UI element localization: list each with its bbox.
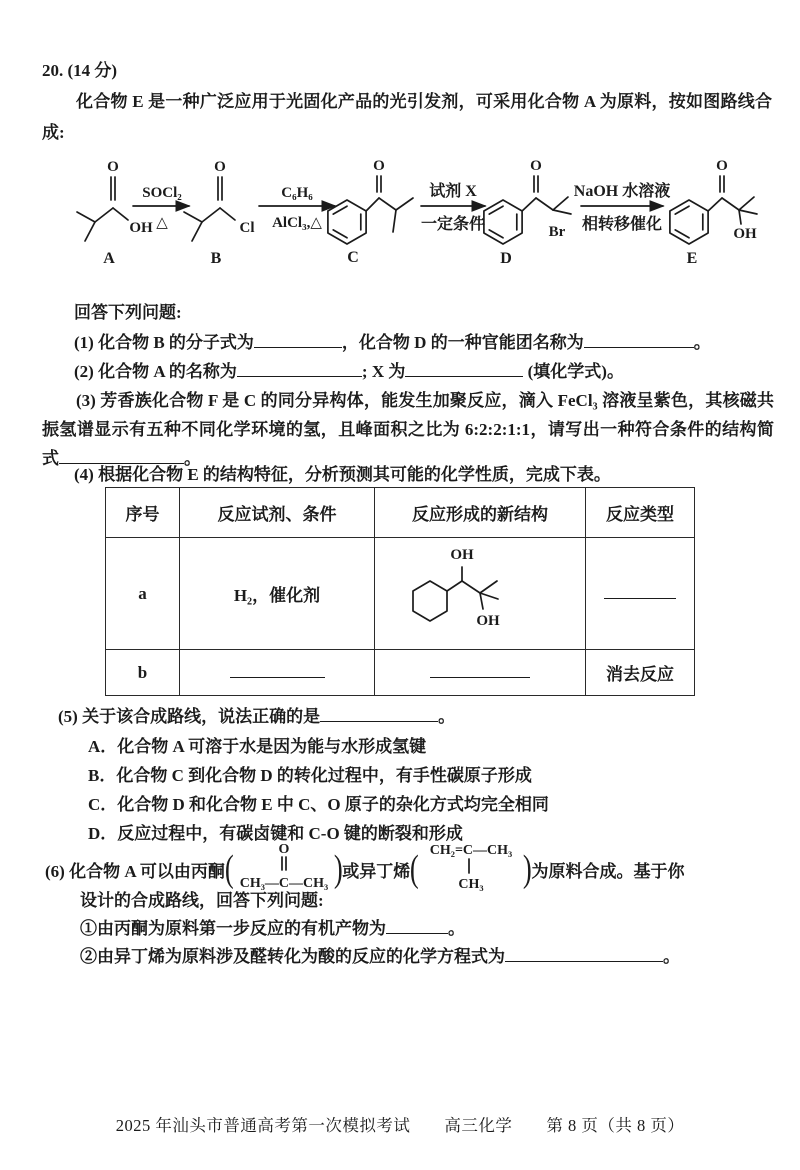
- intro-paragraph: 化合物 E 是一种广泛应用于光固化产品的光引发剂，可采用化合物 A 为原料，按如图路线合成:: [42, 92, 772, 142]
- compound-C-structure: [328, 158, 413, 266]
- q6-sub1: [80, 914, 465, 939]
- open-paren: (: [224, 848, 234, 890]
- close-paren: ): [333, 848, 343, 890]
- compound-D-structure: [484, 158, 571, 267]
- table-row-b: [106, 650, 695, 696]
- question-5: [58, 702, 455, 727]
- answer-blank: [386, 920, 448, 934]
- compound-C-label: C: [347, 249, 359, 266]
- q2-text-pre: (2) 化合物 A 的名称为: [74, 362, 237, 381]
- answer-blank: [430, 667, 530, 678]
- isobutylene-formula: CH₂=C—CH₃: [429, 843, 513, 858]
- atom-O: O: [373, 158, 385, 174]
- q5-option-D: D．反应过程中，有碳卤键和 C-O 键的断裂和形成: [88, 824, 463, 843]
- q6-sub2-end: 。: [663, 947, 680, 966]
- open-paren: (: [410, 848, 419, 890]
- answer-prompt: 回答下列问题:: [74, 303, 182, 322]
- q5-option-A: A．化合物 A 可溶于水是因为能与水形成氢键: [88, 737, 427, 756]
- atom-O: O: [214, 159, 226, 175]
- answer-blank: [254, 334, 342, 348]
- acetone-formula: CH₃—C—CH₃: [239, 876, 328, 891]
- row-b-reagent: [180, 650, 375, 696]
- compound-A-structure: [77, 159, 153, 267]
- compound-B-label: B: [210, 250, 222, 267]
- row-a-structure: [375, 538, 586, 650]
- question-number: 20. (14 分): [42, 61, 118, 80]
- question-2: [74, 357, 624, 382]
- question-1: [74, 328, 711, 353]
- col-header-no: 序号: [106, 488, 180, 538]
- atom-O: O: [107, 159, 119, 175]
- atom-O: O: [278, 842, 290, 857]
- arrow-2: [259, 185, 335, 231]
- compound-A-label: A: [103, 250, 115, 267]
- isobutylene-structure-svg: [419, 840, 523, 898]
- page-footer: 2025 年汕头市普通高考第一次模拟考试 高三化学 第 8 页（共 8 页）: [115, 1116, 685, 1135]
- answer-blank: [584, 334, 694, 348]
- compound-E-label: E: [686, 250, 698, 267]
- arrow-3: [421, 181, 485, 233]
- col-header-structure: 反应形成的新结构: [375, 488, 586, 538]
- arrow-1-reagent: SOCl₂: [142, 185, 182, 201]
- arrow-2-condition: AlCl₃,△: [272, 215, 322, 231]
- table-row-a: [106, 538, 695, 650]
- atom-O: O: [716, 158, 728, 174]
- atom-OH: OH: [450, 547, 474, 563]
- arrow-1-condition: △: [156, 215, 168, 231]
- q6-line2: 设计的合成路线，回答下列问题:: [80, 891, 324, 910]
- q5-text-end: 。: [438, 707, 456, 726]
- reaction-scheme-svg: [25, 150, 775, 290]
- q6-sub1-end: 。: [448, 919, 465, 938]
- compound-D-label: D: [500, 250, 512, 267]
- atom-Cl: Cl: [239, 220, 255, 236]
- row-a-reagent: H₂，催化剂: [180, 538, 375, 650]
- q5-option-C: C．化合物 D 和化合物 E 中 C、O 原子的杂化方式均完全相同: [88, 795, 549, 814]
- q2-text-mid: ; X 为: [361, 362, 406, 381]
- arrow-4: [574, 181, 670, 233]
- answer-blank: [320, 708, 438, 722]
- property-table: [105, 487, 695, 696]
- answer-blank: [604, 588, 676, 599]
- arrow-2-reagent: C₆H₆: [281, 185, 313, 201]
- row-b-type: 消去反应: [586, 650, 695, 696]
- q6-sub2: [80, 942, 680, 967]
- question-4: (4) 根据化合物 E 的结构特征，分析预测其可能的化学性质，完成下表。: [74, 465, 611, 484]
- atom-Br: Br: [548, 224, 566, 240]
- row-b-no: b: [106, 650, 180, 696]
- compound-E-structure: [670, 158, 757, 267]
- col-header-type: 反应类型: [586, 488, 695, 538]
- q6-text-end: 为原料合成。基于你: [531, 861, 685, 881]
- q3-text-end: 。: [184, 449, 201, 468]
- atom-O: O: [530, 158, 542, 174]
- atom-OH: OH: [129, 220, 153, 236]
- compound-B-structure: [184, 159, 255, 267]
- close-paren: ): [522, 848, 532, 890]
- property-table-wrap: [105, 487, 695, 696]
- atom-OH: OH: [476, 613, 500, 629]
- q3-text: (3) 芳香族化合物 F 是 C 的同分异构体，能发生加聚反应，滴入 FeCl₃ 溶液呈紫色，其核磁共振氢谱显示有五种不同化学环境的氢，且峰面积之比为 6:2:2:1:1，请写出一种符合条件的结构简式: [42, 391, 774, 468]
- answer-blank: [505, 948, 663, 962]
- methyl-group: CH₃: [458, 877, 484, 892]
- q1-text-mid: ，化合物 D 的一种官能团名称为: [341, 333, 584, 352]
- q6-text-mid: 或异丁烯: [342, 861, 411, 881]
- arrow-4-reagent: NaOH 水溶液: [573, 183, 671, 200]
- arrow-3-condition: 一定条件: [420, 216, 486, 233]
- q2-text-end: (填化学式)。: [523, 362, 624, 381]
- atom-OH: OH: [733, 226, 757, 242]
- q1-text-pre: (1) 化合物 B 的分子式为: [74, 333, 254, 352]
- q6-text-pre: (6) 化合物 A 可以由丙酮: [45, 861, 225, 881]
- q6-sub2-text: ②由异丁烯为原料涉及醛转化为酸的反应的化学方程式为: [80, 947, 505, 966]
- row-a-no: a: [106, 538, 180, 650]
- answer-blank: [405, 363, 523, 377]
- q5-option-B: B．化合物 C 到化合物 D 的转化过程中，有手性碳原子形成: [88, 766, 532, 785]
- reaction-scheme: [25, 150, 775, 295]
- row-b-structure: [375, 650, 586, 696]
- row-a-type: [586, 538, 695, 650]
- q5-text-pre: (5) 关于该合成路线，说法正确的是: [58, 707, 321, 726]
- table-header-row: [106, 488, 695, 538]
- q1-text-end: 。: [693, 333, 711, 352]
- arrow-4-condition: 相转移催化: [581, 216, 663, 233]
- answer-blank: [230, 667, 325, 678]
- answer-blank: [237, 363, 362, 377]
- q6-sub1-text: ①由丙酮为原料第一步反应的有机产物为: [80, 919, 386, 938]
- arrow-3-reagent: 试剂 X: [429, 183, 477, 200]
- col-header-reagent: 反应试剂、条件: [180, 488, 375, 538]
- product-structure-svg: [390, 541, 570, 641]
